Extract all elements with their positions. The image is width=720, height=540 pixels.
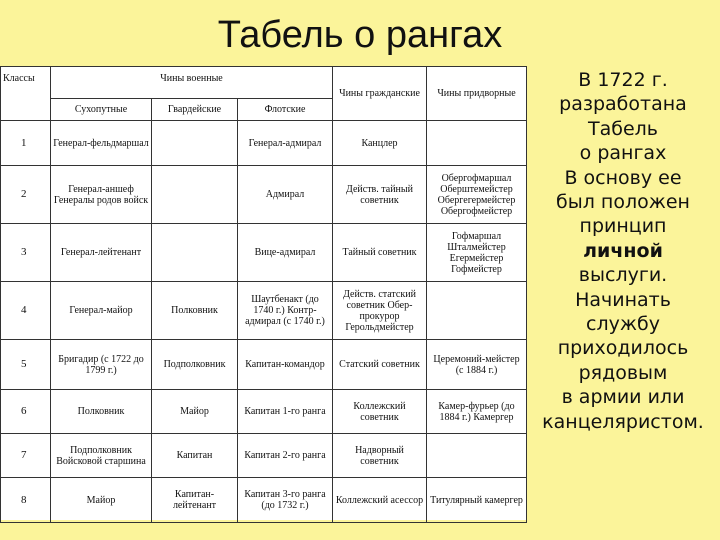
cell-court bbox=[427, 121, 527, 166]
table-row bbox=[1, 478, 527, 523]
side-line: рядовым bbox=[578, 361, 668, 384]
cell-guard: Подполковник bbox=[152, 340, 238, 390]
table-row bbox=[1, 166, 527, 224]
side-line: службу bbox=[586, 313, 660, 336]
header-classes: Классы bbox=[1, 67, 51, 121]
cell-guard bbox=[152, 166, 238, 224]
side-line: принцип bbox=[579, 215, 667, 238]
header-military: Чины военные bbox=[51, 67, 333, 99]
cell-land: Майор bbox=[51, 478, 152, 523]
cell-land: Бригадир (с 1722 до 1799 г.) bbox=[51, 340, 152, 390]
ranks-table-container bbox=[0, 66, 526, 520]
cell-civil: Надворный советник bbox=[333, 434, 427, 478]
cell-navy: Капитан 3-го ранга (до 1732 г.) bbox=[238, 478, 333, 523]
side-line: канцеляристом. bbox=[542, 410, 704, 433]
side-line: приходилось bbox=[557, 337, 689, 360]
class-number: 3 bbox=[1, 224, 51, 282]
side-line: В основу ее bbox=[564, 166, 682, 189]
class-number: 5 bbox=[1, 340, 51, 390]
header-guard: Гвардейские bbox=[152, 99, 238, 121]
class-number: 7 bbox=[1, 434, 51, 478]
cell-civil: Действ. статский советник Обер-прокурор Герольдмейстер bbox=[333, 282, 427, 340]
cell-court: Обергофмаршал Оберштемейстер Обергегермейстер Обергофмейстер bbox=[427, 166, 527, 224]
cell-guard bbox=[152, 224, 238, 282]
side-line: Табель bbox=[588, 117, 658, 140]
header-court: Чины придворные bbox=[427, 67, 527, 121]
cell-court: Церемоний-мейстер (с 1884 г.) bbox=[427, 340, 527, 390]
cell-guard: Майор bbox=[152, 390, 238, 434]
side-line: выслуги. bbox=[578, 264, 668, 287]
cell-navy: Капитан 2-го ранга bbox=[238, 434, 333, 478]
cell-court: Камер-фурьер (до 1884 г.) Камергер bbox=[427, 390, 527, 434]
cell-guard bbox=[152, 121, 238, 166]
ranks-table bbox=[0, 66, 527, 523]
class-number: 6 bbox=[1, 390, 51, 434]
cell-civil: Статский советник bbox=[333, 340, 427, 390]
cell-land: Генерал-лейтенант bbox=[51, 224, 152, 282]
header-civil: Чины гражданские bbox=[333, 67, 427, 121]
cell-guard: Капитан-лейтенант bbox=[152, 478, 238, 523]
side-line: о рангах bbox=[579, 142, 667, 165]
table-row bbox=[1, 121, 527, 166]
class-number: 8 bbox=[1, 478, 51, 523]
cell-land: Генерал-фельдмаршал bbox=[51, 121, 152, 166]
side-line: Начинать bbox=[575, 288, 671, 311]
cell-navy: Капитан-командор bbox=[238, 340, 333, 390]
cell-court: Титулярный камергер bbox=[427, 478, 527, 523]
cell-guard: Капитан bbox=[152, 434, 238, 478]
cell-navy: Капитан 1-го ранга bbox=[238, 390, 333, 434]
cell-court bbox=[427, 434, 527, 478]
cell-civil: Тайный советник bbox=[333, 224, 427, 282]
side-line: В 1722 г. bbox=[578, 69, 668, 91]
table-row bbox=[1, 282, 527, 340]
cell-civil: Действ. тайный советник bbox=[333, 166, 427, 224]
side-bold-text: личной bbox=[583, 239, 663, 262]
header-navy: Флотские bbox=[238, 99, 333, 121]
cell-court: Гофмаршал Шталмейстер Егермейстер Гофмейстер bbox=[427, 224, 527, 282]
cell-land: Полковник bbox=[51, 390, 152, 434]
table-row bbox=[1, 390, 527, 434]
table-row bbox=[1, 434, 527, 478]
cell-guard: Полковник bbox=[152, 282, 238, 340]
header-row-1 bbox=[1, 67, 527, 99]
cell-navy: Вице-адмирал bbox=[238, 224, 333, 282]
table-row bbox=[1, 340, 527, 390]
class-number: 4 bbox=[1, 282, 51, 340]
table-row bbox=[1, 224, 527, 282]
side-line-bold bbox=[530, 239, 716, 263]
side-line: был положен bbox=[556, 191, 690, 214]
class-number: 2 bbox=[1, 166, 51, 224]
side-description bbox=[530, 68, 716, 434]
cell-civil: Коллежский советник bbox=[333, 390, 427, 434]
cell-civil: Коллежский асессор bbox=[333, 478, 427, 523]
header-land: Сухопутные bbox=[51, 99, 152, 121]
cell-land: Генерал-аншеф Генералы родов войск bbox=[51, 166, 152, 224]
side-line: в армии или bbox=[561, 386, 685, 409]
side-line: разработана bbox=[559, 93, 687, 116]
cell-court bbox=[427, 282, 527, 340]
cell-land: Генерал-майор bbox=[51, 282, 152, 340]
slide-title: Табель о рангах bbox=[217, 14, 503, 56]
cell-civil: Канцлер bbox=[333, 121, 427, 166]
class-number: 1 bbox=[1, 121, 51, 166]
cell-navy: Генерал-адмирал bbox=[238, 121, 333, 166]
cell-navy: Шаутбенакт (до 1740 г.) Контр-адмирал (с 1740 г.) bbox=[238, 282, 333, 340]
cell-navy: Адмирал bbox=[238, 166, 333, 224]
cell-land: Подполковник Войсковой старшина bbox=[51, 434, 152, 478]
